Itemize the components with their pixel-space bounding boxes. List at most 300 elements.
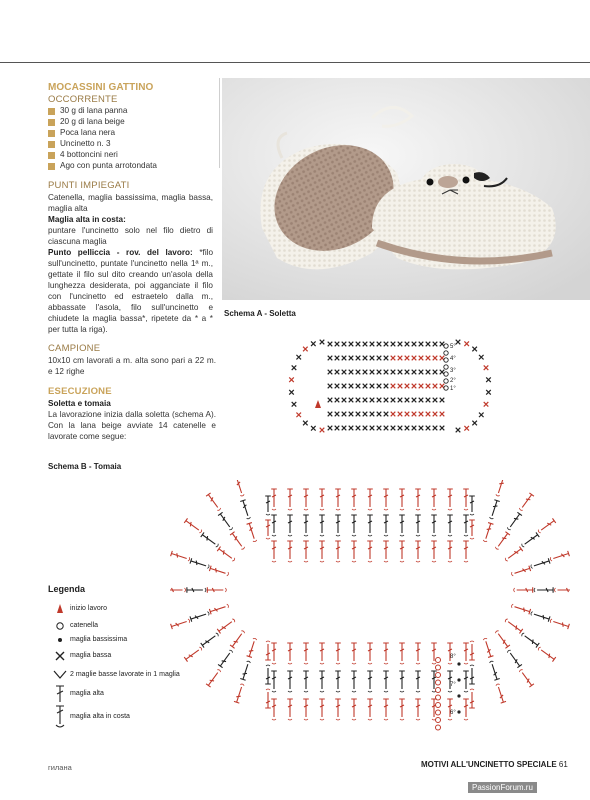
single-crochet-mark <box>464 341 469 346</box>
dc-base-arc <box>272 719 276 720</box>
double-crochet-mark <box>206 668 222 687</box>
material-item: 4 bottoncini neri <box>48 150 157 161</box>
double-crochet-mark <box>265 665 271 684</box>
dc-stroke <box>265 668 271 684</box>
chain-mark <box>444 365 448 369</box>
dc-base-arc <box>416 691 420 692</box>
dc-stroke <box>230 632 244 648</box>
double-crochet-mark <box>335 541 341 562</box>
double-crochet-mark <box>351 515 357 536</box>
dc-stroke <box>520 671 534 687</box>
dc-base-arc <box>384 663 388 664</box>
single-crochet-mark <box>384 426 389 431</box>
double-crochet-mark <box>303 515 309 536</box>
dc-base-arc <box>400 719 404 720</box>
dc-stroke <box>399 489 405 507</box>
dc-stroke <box>184 648 200 662</box>
dc-stroke <box>303 541 309 559</box>
dc-stroke <box>463 489 469 507</box>
dc-stroke <box>496 532 510 548</box>
single-crochet-mark <box>405 398 410 403</box>
single-crochet-mark <box>412 398 417 403</box>
single-crochet-mark <box>311 341 316 346</box>
single-crochet-mark <box>484 402 489 407</box>
slip-stitch-icon <box>58 638 62 642</box>
single-crochet-mark <box>349 342 354 347</box>
single-crochet-mark <box>486 390 491 395</box>
dc-base-arc <box>432 509 436 510</box>
single-crochet-mark <box>426 370 431 375</box>
double-crochet-mark <box>287 699 293 720</box>
dc-stroke <box>303 671 309 689</box>
dc-base-arc <box>448 719 452 720</box>
double-crochet-mark <box>447 515 453 536</box>
dc-stroke <box>469 520 475 536</box>
schema-a-stitches <box>289 340 491 433</box>
double-crochet-mark <box>367 515 373 536</box>
dc-stroke <box>496 480 506 494</box>
single-crochet-mark <box>370 356 375 361</box>
double-crochet-mark <box>415 515 421 536</box>
dc-stroke <box>508 651 522 667</box>
single-crochet-mark <box>464 426 469 431</box>
punti-line1: Catenella, maglia bassissima, maglia bassa, maglia alta <box>48 193 213 213</box>
double-crochet-mark <box>319 541 325 562</box>
double-crochet-mark <box>495 480 506 497</box>
single-crochet-mark <box>433 342 438 347</box>
material-item: Uncinetto n. 3 <box>48 139 157 150</box>
dc-base-arc <box>304 509 308 510</box>
double-crochet-mark <box>367 541 373 562</box>
legend-item: catenella <box>70 622 99 629</box>
single-crochet-mark <box>391 412 396 417</box>
single-crochet-mark <box>426 356 431 361</box>
double-crochet-mark <box>184 646 203 662</box>
single-crochet-mark <box>328 384 333 389</box>
punti-text <box>48 192 213 335</box>
double-crochet-mark <box>511 566 531 577</box>
single-crochet-mark <box>335 412 340 417</box>
dc-stroke <box>520 493 534 509</box>
double-crochet-mark <box>494 630 510 649</box>
single-crochet-mark <box>349 370 354 375</box>
double-crochet-mark <box>247 638 258 658</box>
dc-base-arc <box>227 572 229 576</box>
dc-stroke <box>399 699 405 717</box>
dc-base-arc <box>416 719 420 720</box>
single-crochet-mark <box>398 426 403 431</box>
row-mark: 6° <box>450 710 456 716</box>
dc-base-arc <box>304 663 308 664</box>
double-crochet-mark <box>534 587 553 593</box>
start-triangle-icon <box>315 400 321 408</box>
single-crochet-mark <box>433 412 438 417</box>
dc-base-arc <box>538 647 541 651</box>
double-crochet-mark <box>287 489 293 510</box>
schema-b-stitches <box>170 480 570 730</box>
dc-base-arc <box>216 632 219 636</box>
double-crochet-mark <box>469 689 475 708</box>
single-crochet-mark <box>377 342 382 347</box>
double-crochet-mark <box>287 541 293 562</box>
single-crochet-mark <box>342 342 347 347</box>
slip-stitch-mark <box>457 662 460 665</box>
row-mark: 2° <box>450 378 456 384</box>
dc-stroke <box>514 566 531 576</box>
row-mark: 4° <box>450 356 456 362</box>
dc-stroke <box>319 643 325 661</box>
double-crochet-mark <box>494 532 510 551</box>
dc-stroke <box>431 541 437 559</box>
dc-base-arc <box>241 630 245 633</box>
single-crochet-mark <box>384 398 389 403</box>
slip-stitch-mark <box>457 678 460 681</box>
dc-stroke <box>319 515 325 533</box>
dc-base-arc <box>505 558 508 562</box>
dc-stroke <box>265 692 271 708</box>
dc-stroke <box>234 480 244 494</box>
double-crochet-mark <box>463 541 469 562</box>
start-triangle-icon <box>57 604 63 613</box>
dc-base-arc <box>470 538 474 539</box>
row-mark: 3° <box>450 368 456 374</box>
dc-base-arc <box>464 509 468 510</box>
schema-a-soletta-diagram <box>270 330 510 445</box>
dc-base-arc <box>288 561 292 562</box>
dc-stroke <box>351 643 357 661</box>
dc-base-arc <box>247 661 251 663</box>
dc-stroke <box>367 515 373 533</box>
column-divider <box>219 78 220 168</box>
schema-a-caption: Schema A - Soletta <box>224 309 296 318</box>
double-crochet-mark <box>303 699 309 720</box>
dc-base-arc <box>521 632 524 636</box>
dc-stroke <box>463 699 469 717</box>
dc-base-arc <box>304 691 308 692</box>
single-crochet-mark <box>303 421 308 426</box>
single-crochet-mark <box>391 426 396 431</box>
dc-stroke <box>469 692 475 708</box>
dc-stroke <box>265 496 271 512</box>
dc-base-arc <box>368 663 372 664</box>
single-crochet-mark <box>377 426 382 431</box>
single-crochet-mark <box>320 340 325 345</box>
double-crochet-mark <box>431 489 437 510</box>
dc-stroke <box>469 644 475 660</box>
double-crochet-mark <box>521 632 540 648</box>
double-crochet-mark <box>201 632 220 648</box>
double-crochet-mark <box>415 541 421 562</box>
maglia-alta-costa-label: Maglia alta in costa: <box>48 215 126 224</box>
dc-base-arc <box>229 650 233 653</box>
double-crochet-mark <box>415 671 421 692</box>
dc-stroke <box>367 671 373 689</box>
dc-stroke <box>265 644 271 660</box>
single-crochet-mark <box>335 356 340 361</box>
double-crochet-icon <box>56 686 64 702</box>
dc-stroke <box>335 643 341 661</box>
single-crochet-mark <box>412 384 417 389</box>
double-crochet-mark <box>495 683 506 703</box>
single-crochet-mark <box>384 370 389 375</box>
double-crochet-mark <box>319 699 325 720</box>
legend-title: Legenda <box>48 584 86 594</box>
single-crochet-mark <box>391 356 396 361</box>
double-crochet-mark <box>447 489 453 510</box>
dc-base-arc <box>495 630 499 633</box>
single-crochet-mark <box>405 384 410 389</box>
double-crochet-mark <box>431 699 437 720</box>
single-crochet-mark <box>419 342 424 347</box>
double-crochet-mark <box>271 515 277 536</box>
double-crochet-mark <box>550 551 570 562</box>
double-crochet-mark <box>171 618 191 629</box>
dc-stroke <box>558 587 571 593</box>
dc-base-arc <box>288 663 292 664</box>
single-crochet-mark <box>412 412 417 417</box>
dc-stroke <box>319 541 325 559</box>
dc-back-loop-icon <box>56 706 64 724</box>
dc-stroke <box>383 489 389 507</box>
single-crochet-mark <box>391 370 396 375</box>
single-crochet-mark <box>419 398 424 403</box>
dc-base-arc <box>521 544 524 548</box>
dc-base-arc <box>320 663 324 664</box>
materials-list <box>48 106 157 171</box>
dc-stroke <box>209 566 226 576</box>
dc-base-arc <box>336 535 340 536</box>
dc-base-arc <box>253 540 257 542</box>
dc-base-arc <box>266 514 270 515</box>
double-crochet-mark <box>367 489 373 510</box>
single-crochet-mark <box>356 356 361 361</box>
dc-base-arc <box>464 535 468 536</box>
double-crochet-mark <box>217 618 236 634</box>
double-crochet-mark <box>335 515 341 536</box>
dc-base-arc <box>530 611 532 615</box>
dc-stroke <box>508 512 522 528</box>
dc-base-arc <box>550 557 552 561</box>
dc-stroke <box>287 643 293 661</box>
dc-base-arc <box>336 719 340 720</box>
chain-mark <box>436 718 441 723</box>
double-crochet-mark <box>383 671 389 692</box>
single-crochet-mark <box>289 390 294 395</box>
double-crochet-mark <box>247 523 258 543</box>
dc-stroke <box>399 643 405 661</box>
dc-base-arc <box>511 604 513 608</box>
double-crochet-mark <box>351 541 357 562</box>
dc-base-arc <box>400 535 404 536</box>
dc-stroke <box>247 523 257 540</box>
legend-item: maglia bassissima <box>70 636 128 643</box>
dc-base-arc <box>416 535 420 536</box>
dc-base-arc <box>266 538 270 539</box>
soletta-tomaia-subheading: Soletta e tomaia <box>48 399 111 408</box>
double-crochet-mark <box>383 643 389 664</box>
dc-stroke <box>190 611 207 621</box>
dc-stroke <box>217 619 233 633</box>
dc-stroke <box>431 515 437 533</box>
double-crochet-mark <box>511 603 531 614</box>
dc-base-arc <box>368 719 372 720</box>
dc-base-arc <box>240 494 244 496</box>
single-crochet-mark <box>412 342 417 347</box>
dc-stroke <box>171 551 188 561</box>
double-crochet-mark <box>230 532 246 551</box>
dc-base-arc <box>448 663 452 664</box>
material-item: Poca lana nera <box>48 128 157 139</box>
single-crochet-mark <box>419 356 424 361</box>
double-crochet-mark <box>463 671 469 692</box>
dc-base-arc <box>352 535 356 536</box>
dc-stroke <box>463 515 469 533</box>
double-crochet-mark <box>469 665 475 684</box>
single-crochet-mark <box>356 412 361 417</box>
dc-base-arc <box>188 619 190 623</box>
row-mark: 7° <box>450 682 456 688</box>
dc-base-arc <box>534 588 535 592</box>
single-crochet-mark <box>377 384 382 389</box>
dc-base-arc <box>496 684 500 686</box>
double-crochet-mark <box>399 643 405 664</box>
double-crochet-mark <box>240 660 251 680</box>
dc-base-arc <box>272 663 276 664</box>
double-crochet-mark <box>383 515 389 536</box>
dc-base-arc <box>496 494 500 496</box>
single-crochet-mark <box>363 356 368 361</box>
single-crochet-mark <box>486 377 491 382</box>
dc-base-arc <box>185 588 186 592</box>
chain-mark <box>444 379 448 383</box>
dc-stroke <box>303 489 309 507</box>
dc-stroke <box>247 640 257 657</box>
dc-stroke <box>287 699 293 717</box>
dc-base-arc <box>489 661 493 663</box>
double-crochet-mark <box>399 515 405 536</box>
double-crochet-mark <box>489 660 500 680</box>
double-crochet-mark <box>521 532 540 548</box>
single-crochet-mark <box>398 384 403 389</box>
double-crochet-mark <box>431 515 437 536</box>
legend-symbols <box>48 600 72 730</box>
dc-stroke <box>303 515 309 533</box>
dc-base-arc <box>550 619 552 623</box>
single-crochet-mark <box>377 398 382 403</box>
single-crochet-mark <box>440 412 445 417</box>
double-crochet-mark <box>335 671 341 692</box>
dc-stroke <box>469 496 475 512</box>
single-crochet-mark <box>472 421 477 426</box>
dc-stroke <box>415 541 421 559</box>
dc-base-arc <box>225 588 226 592</box>
single-crochet-mark <box>342 384 347 389</box>
single-crochet-mark <box>419 426 424 431</box>
dc-base-arc <box>368 691 372 692</box>
dc-base-arc <box>464 691 468 692</box>
dc-base-arc <box>336 509 340 510</box>
single-crochet-mark <box>335 398 340 403</box>
single-crochet-mark <box>320 428 325 433</box>
dc-base-arc <box>511 572 513 576</box>
chain-mark <box>436 658 441 663</box>
single-crochet-mark <box>342 356 347 361</box>
chain-mark <box>436 673 441 678</box>
single-crochet-mark <box>349 398 354 403</box>
single-crochet-mark <box>311 426 316 431</box>
dc-base-arc <box>188 557 190 561</box>
single-crochet-icon <box>56 652 64 660</box>
double-crochet-mark <box>367 643 373 664</box>
double-crochet-mark <box>518 668 534 687</box>
single-crochet-mark <box>356 398 361 403</box>
double-crochet-mark <box>514 587 533 593</box>
dc-stroke <box>383 541 389 559</box>
dc-base-arc <box>217 669 221 672</box>
single-crochet-mark <box>370 384 375 389</box>
double-crochet-mark <box>431 541 437 562</box>
double-crochet-mark <box>383 699 389 720</box>
dc-base-arc <box>253 638 257 640</box>
dc-base-arc <box>229 527 233 530</box>
punti-heading: PUNTI IMPIEGATI <box>48 180 130 191</box>
dc-base-arc <box>272 535 276 536</box>
single-crochet-mark <box>363 384 368 389</box>
dc-base-arc <box>232 558 235 562</box>
single-crochet-mark <box>349 412 354 417</box>
footer-left-text: гилана <box>48 763 72 772</box>
dc-stroke <box>271 541 277 559</box>
single-crochet-mark <box>335 342 340 347</box>
dc-base-arc <box>288 691 292 692</box>
chain-icon <box>57 623 63 629</box>
dc-base-arc <box>519 669 523 672</box>
double-crochet-mark <box>530 558 550 569</box>
baby-moccasins-illustration <box>222 78 590 300</box>
double-crochet-mark <box>265 689 271 708</box>
dc-base-arc <box>448 691 452 692</box>
row-mark: 1° <box>450 386 456 392</box>
dc-stroke <box>240 663 250 680</box>
dc-base-arc <box>352 719 356 720</box>
dc-stroke <box>533 611 550 621</box>
double-crochet-mark <box>271 489 277 510</box>
double-crochet-mark <box>265 496 271 515</box>
dc-stroke <box>287 515 293 533</box>
dc-stroke <box>496 686 506 703</box>
dc-stroke <box>351 515 357 533</box>
dc-base-arc <box>304 719 308 720</box>
legend-item: maglia alta in costa <box>70 713 130 720</box>
dc-base-arc <box>207 565 209 569</box>
dc-base-arc <box>519 508 523 511</box>
single-crochet-mark <box>342 398 347 403</box>
single-crochet-mark <box>356 370 361 375</box>
single-crochet-mark <box>384 356 389 361</box>
material-item: 20 g di lana beige <box>48 117 157 128</box>
chain-mark <box>436 710 441 715</box>
dc-base-arc <box>227 604 229 608</box>
material-item: 30 g di lana panna <box>48 106 157 117</box>
dc-stroke <box>351 541 357 559</box>
double-crochet-mark <box>367 671 373 692</box>
double-crochet-mark <box>230 630 246 649</box>
double-crochet-mark <box>335 489 341 510</box>
dc-stroke <box>335 699 341 717</box>
double-crochet-mark <box>271 699 277 720</box>
dc-stroke <box>335 489 341 507</box>
dc-stroke <box>319 489 325 507</box>
